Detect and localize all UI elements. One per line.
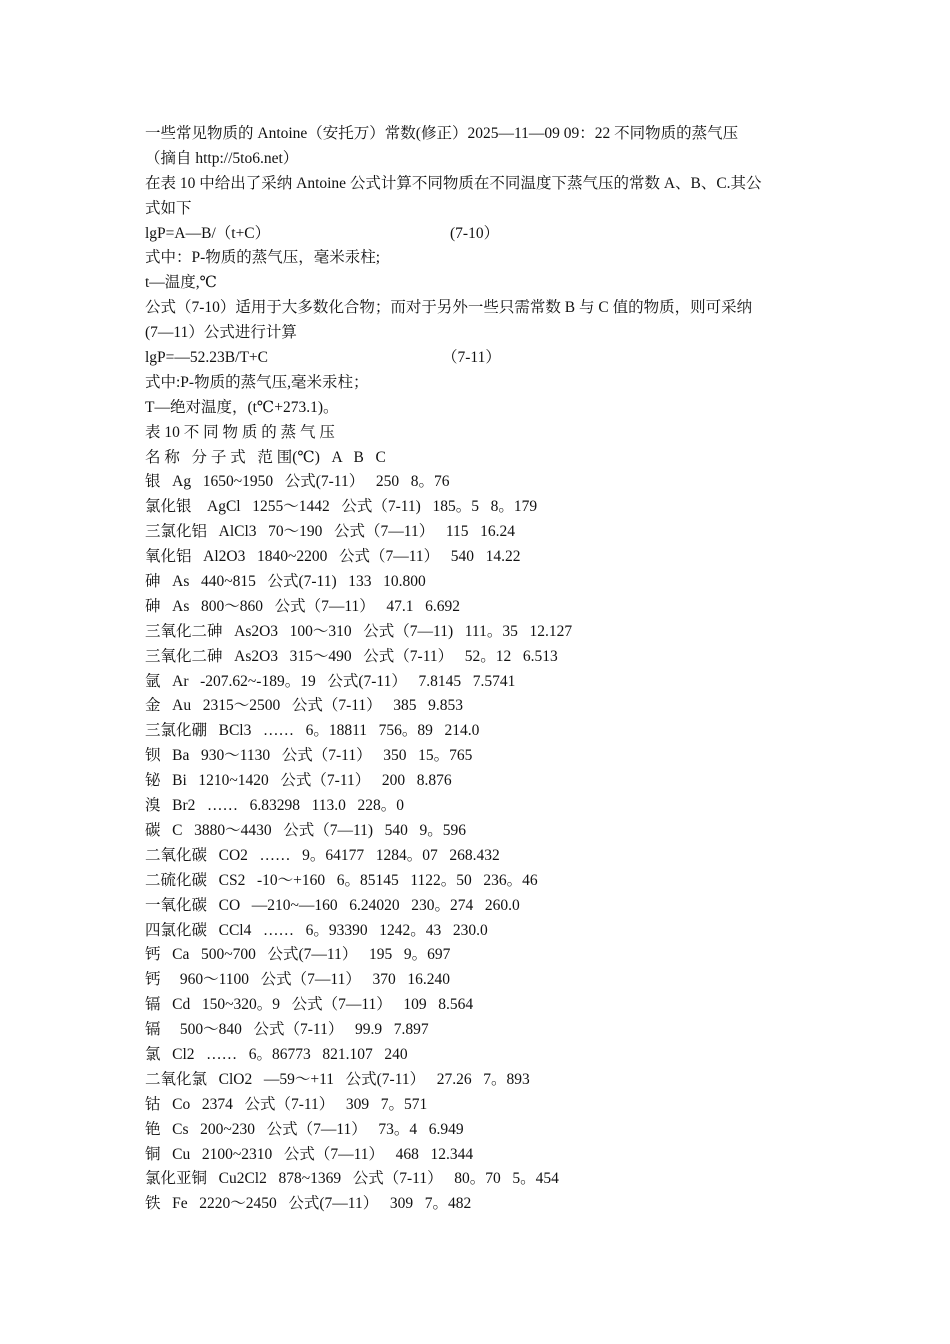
table-row: 铋 Bi 1210~1420 公式（7-11） 200 8.876 bbox=[145, 772, 452, 790]
table-row: 银 Ag 1650~1950 公式(7-11） 250 8。76 bbox=[145, 473, 450, 491]
table-row: 金 Au 2315～2500 公式（7-11） 385 9.853 bbox=[145, 697, 464, 715]
intro-line: （摘自 http://5to6.net） bbox=[145, 149, 299, 167]
table-row: 氯 Cl2 …… 6。86773 821.107 240 bbox=[145, 1045, 408, 1063]
table-row: 溴 Br2 …… 6.83298 113.0 228。0 bbox=[145, 797, 405, 815]
table-header: 名 称 分 子 式 范 围(℃) A B C bbox=[145, 448, 386, 466]
equation-number: (7-10） bbox=[450, 224, 500, 242]
table-row: 一氧化碳 CO —210~—160 6.24020 230。274 260.0 bbox=[145, 896, 520, 914]
paragraph-line: (7—11）公式进行计算 bbox=[145, 324, 297, 342]
table-rows bbox=[145, 470, 815, 1217]
definition-line: 式中：P-物质的蒸气压，毫米汞柱; bbox=[145, 249, 381, 267]
table-row: 二硫化碳 CS2 -10～+160 6。85145 1122。50 236。46 bbox=[145, 871, 538, 889]
table-row: 铁 Fe 2220～2450 公式(7—11） 309 7。482 bbox=[145, 1195, 472, 1213]
table-row: 铯 Cs 200~230 公式（7—11） 73。4 6.949 bbox=[145, 1120, 464, 1138]
equation-7-10 bbox=[145, 222, 815, 247]
intro-line: 一些常见物质的 Antoine（安托万）常数(修正）2025—11—09 09：22 不同物质的蒸气压 bbox=[145, 125, 739, 142]
table-row: 三氯化硼 BCl3 …… 6。18811 756。89 214.0 bbox=[145, 722, 480, 740]
definition-line: t—温度,℃ bbox=[145, 274, 218, 292]
table-row: 钡 Ba 930～1130 公式（7-11） 350 15。765 bbox=[145, 747, 473, 765]
intro-line: 在表 10 中给出了采纳 Antoine 公式计算不同物质在不同温度下蒸气压的常数 A、B、C.其公 bbox=[145, 174, 762, 192]
paragraph-line: 公式（7-10）适用于大多数化合物；而对于另外一些只需常数 B 与 C 值的物质，则可采纳 bbox=[145, 299, 753, 317]
table-row: 三氧化二砷 As2O3 315～490 公式（7-11） 52。12 6.513 bbox=[145, 647, 558, 665]
table-row: 砷 As 440~815 公式(7-11) 133 10.800 bbox=[145, 573, 426, 591]
definition-line: 式中:P-物质的蒸气压,毫米汞柱； bbox=[145, 373, 369, 391]
table-row: 三氯化铝 AlCl3 70～190 公式（7—11） 115 16.24 bbox=[145, 523, 515, 541]
table-row: 镉 Cd 150~320。9 公式（7—11） 109 8.564 bbox=[145, 996, 474, 1014]
table-row: 镉 500～840 公式（7-11） 99.9 7.897 bbox=[145, 1021, 429, 1039]
equation-number: （7-11） bbox=[442, 349, 501, 367]
table-row: 碳 C 3880～4430 公式（7—11) 540 9。596 bbox=[145, 821, 467, 839]
table-row: 氯化银 AgCl 1255～1442 公式（7-11) 185。5 8。179 bbox=[145, 498, 538, 516]
document-body bbox=[145, 122, 815, 1217]
table-title: 表 10 不 同 物 质 的 蒸 气 压 bbox=[145, 423, 335, 441]
intro-line: 式如下 bbox=[145, 199, 192, 217]
table-row: 氩 Ar -207.62~-189。19 公式(7-11） 7.8145 7.5741 bbox=[145, 672, 516, 690]
table-row: 三氧化二砷 As2O3 100～310 公式（7—11) 111。35 12.127 bbox=[145, 622, 573, 640]
table-row: 钙 960～1100 公式（7—11） 370 16.240 bbox=[145, 971, 450, 989]
table-row: 铜 Cu 2100~2310 公式（7—11） 468 12.344 bbox=[145, 1145, 474, 1163]
table-row: 钙 Ca 500~700 公式(7—11） 195 9。697 bbox=[145, 946, 451, 964]
equation-7-11 bbox=[145, 346, 815, 371]
equation-formula: lgP=A—B/（t+C） bbox=[145, 224, 271, 242]
table-row: 二氧化碳 CO2 …… 9。64177 1284。07 268.432 bbox=[145, 846, 500, 864]
table-row: 氯化亚铜 Cu2Cl2 878~1369 公式（7-11） 80。70 5。454 bbox=[145, 1170, 559, 1188]
table-row: 砷 As 800～860 公式（7—11） 47.1 6.692 bbox=[145, 597, 461, 615]
table-row: 二氧化氯 ClO2 —59～+11 公式(7-11） 27.26 7。893 bbox=[145, 1070, 530, 1088]
table-row: 钴 Co 2374 公式（7-11） 309 7。571 bbox=[145, 1095, 428, 1113]
definition-line: T—绝对温度，(t℃+273.1)。 bbox=[145, 398, 339, 416]
equation-formula: lgP=—52.23B/T+C bbox=[145, 349, 268, 367]
table-row: 四氯化碳 CCl4 …… 6。93390 1242。43 230.0 bbox=[145, 921, 488, 939]
table-row: 氧化铝 Al2O3 1840~2200 公式（7—11） 540 14.22 bbox=[145, 548, 521, 566]
